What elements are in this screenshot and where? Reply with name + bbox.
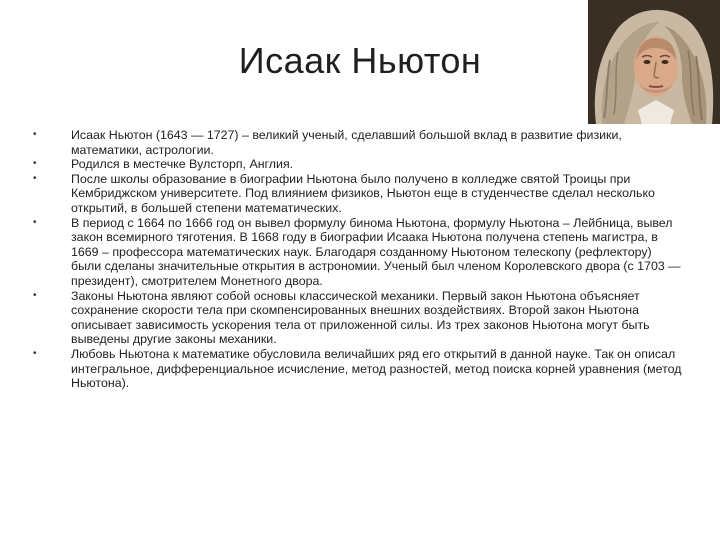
list-item	[33, 216, 683, 289]
bullet-text: Исаак Ньютон (1643 — 1727) – великий ученый, сделавший большой вклад в развитие физики, математики, астрологии.	[71, 128, 622, 157]
bullet-text: После школы образование в биографии Ньютона было получено в колледже святой Троицы при Кембриджском университете. Под влиянием физиков, Ньютон еще в студенчестве сделал несколько открытий, в большей степени математических.	[71, 171, 655, 215]
bullet-icon: •	[33, 289, 37, 301]
list-item	[33, 347, 683, 391]
bullet-icon: •	[33, 158, 37, 170]
list-item	[33, 128, 683, 157]
list-item	[33, 157, 683, 172]
newton-portrait-image	[588, 0, 720, 124]
bullet-text: Родился в местечке Вулсторп, Англия.	[71, 157, 294, 172]
list-item	[33, 289, 683, 347]
bullet-icon: •	[33, 347, 37, 359]
list-item	[33, 172, 683, 216]
slide-title: Исаак Ньютон	[238, 40, 482, 81]
bullet-text: Законы Ньютона являют собой основы классической механики. Первый закон Ньютона объясняет сохранение скорости тела при скомпенсированных внешних воздействиях. Второй закон Ньютона описывает зависимость ускорения тела от приложенной силы. Из трех законов Ньютона могут быть выведены другие законы механики.	[71, 288, 650, 347]
bullet-text: В период с 1664 по 1666 год он вывел формулу бинома Ньютона, формулу Ньютона – Лейбница, вывел закон всемирного тяготения. В 1668 году в биографии Исаака Ньютона получена степень магистра, в 1669 – профессора математических наук. Благодаря созданному Ньютоном телескопу (рефлектору) были сделаны значительные открытия в астрономии. Ученый был членом Королевского двора (с 1703 — президент), смотрителем Монетного двора.	[71, 215, 681, 288]
bullet-icon: •	[33, 172, 37, 184]
bullet-icon: •	[33, 216, 37, 228]
bullet-list	[33, 128, 683, 391]
bullet-icon: •	[33, 129, 37, 140]
bullet-text: Любовь Ньютона к математике обусловила величайших ряд его открытий в данной науке. Так он описал интегральное, дифференциальное исчисление, метод разностей, метод поиска корней уравнения (метод Ньютона).	[71, 346, 682, 391]
